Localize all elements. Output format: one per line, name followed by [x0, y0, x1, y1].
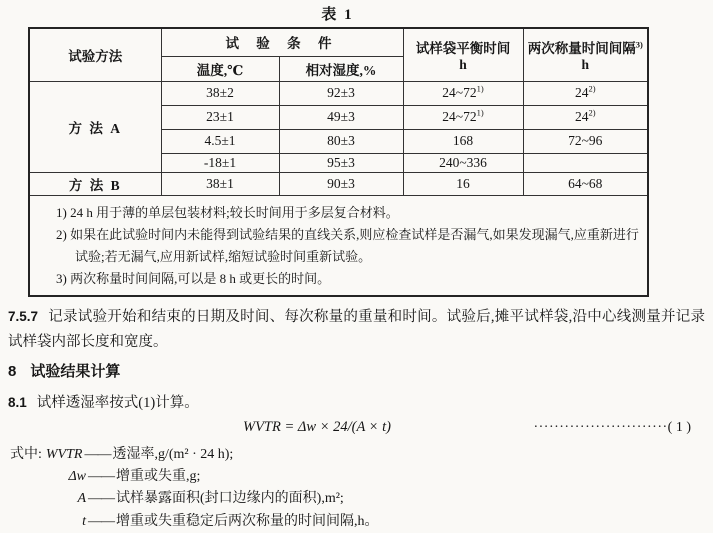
- table-footnotes: [29, 195, 648, 296]
- rh-cell: 49±3: [279, 105, 403, 129]
- symbol-wvtr: WVTR: [46, 444, 83, 466]
- header-row-1: [29, 28, 648, 56]
- wvtr-formula: WVTR = Δw × 24/(A × t): [243, 417, 391, 437]
- section-8-heading: [8, 362, 705, 382]
- definition-text: 试样暴露面积(封口边缘内的面积),m²;: [116, 488, 344, 511]
- equation-1: [243, 417, 691, 438]
- col-header-equilibrium-time: [403, 28, 523, 81]
- clause-number: 8.1: [8, 395, 27, 410]
- definition-dash: ——: [86, 511, 116, 533]
- method-a-cell: 方 法 A: [29, 81, 161, 172]
- temp-cell: 4.5±1: [161, 129, 279, 153]
- where-clause: [10, 444, 705, 466]
- col-header-equilibrium-line1: 试样袋平衡时间: [404, 37, 523, 57]
- clause-text: 记录试验开始和结束的日期及时间、每次称量的重量和时间。试验后,摊平试样袋,沿中心线测量并记录试样袋内部长度和宽度。: [8, 309, 705, 350]
- definition-t: [8, 511, 705, 533]
- equilibrium-cell: 168: [403, 129, 523, 153]
- col-header-equilibrium-unit: h: [404, 57, 523, 73]
- section-number: 8: [8, 363, 16, 380]
- col-header-interval-line1: 两次称量时间间隔$^{3)}$: [524, 37, 648, 57]
- interval-cell-empty: [523, 153, 648, 172]
- clause-8-1: [8, 393, 705, 413]
- col-header-conditions: 试 验 条 件: [161, 28, 403, 56]
- method-b-cell: 方 法 B: [29, 172, 161, 195]
- definition-dash: ——: [82, 444, 112, 466]
- clause-number: 7.5.7: [8, 309, 38, 324]
- col-header-temperature: 温度,℃: [161, 56, 279, 81]
- rh-cell: 90±3: [279, 172, 403, 195]
- table-row: [29, 81, 648, 105]
- temp-cell: 38±2: [161, 81, 279, 105]
- symbol-a: A: [8, 488, 86, 511]
- equilibrium-cell: 240~336: [403, 153, 523, 172]
- col-header-method: 试验方法: [29, 28, 161, 81]
- equilibrium-cell: 16: [403, 172, 523, 195]
- rh-cell: 95±3: [279, 153, 403, 172]
- footnote-3: 3) 两次称量时间间隔,可以是 8 h 或更长的时间。: [56, 268, 639, 290]
- dotted-leader: ··························: [533, 418, 667, 438]
- definition-a: [8, 488, 705, 511]
- symbol-t: t: [8, 511, 86, 533]
- interval-cell: 24$^{2)}$: [523, 81, 648, 105]
- test-conditions-table: [28, 27, 649, 297]
- clause-text: 试样透湿率按式(1)计算。: [37, 395, 199, 411]
- col-header-humidity: 相对湿度,%: [279, 56, 403, 81]
- table-caption: 表 1: [28, 3, 647, 24]
- interval-cell: 64~68: [523, 172, 648, 195]
- footnote-marker-1: 1): [477, 108, 484, 118]
- interval-cell: 72~96: [523, 129, 648, 153]
- temp-cell: 38±1: [161, 172, 279, 195]
- clause-7-5-7: [8, 304, 705, 355]
- footnote-marker-3: 3): [636, 39, 643, 49]
- equation-number: ( 1 ): [668, 418, 691, 438]
- footnote-1: 1) 24 h 用于薄的单层包装材料;较长时间用于多层复合材料。: [56, 202, 639, 224]
- definition-text: 增重或失重,g;: [116, 466, 200, 489]
- where-label: 式中:: [10, 444, 42, 466]
- rh-cell: 92±3: [279, 81, 403, 105]
- temp-cell: -18±1: [161, 153, 279, 172]
- definition-dw: [8, 466, 705, 489]
- col-header-interval-unit: h: [524, 57, 648, 73]
- interval-cell: 24$^{2)}$: [523, 105, 648, 129]
- equilibrium-cell: 24~72$^{1)}$: [403, 105, 523, 129]
- symbol-dw: Δw: [8, 466, 86, 489]
- col-header-weighing-interval: [523, 28, 648, 81]
- table-row: [29, 172, 648, 195]
- footnote-marker-2: 2): [588, 108, 595, 118]
- definition-dash: ——: [86, 466, 116, 489]
- equilibrium-cell: 24~72$^{1)}$: [403, 81, 523, 105]
- rh-cell: 80±3: [279, 129, 403, 153]
- footnote-marker-2: 2): [588, 84, 595, 94]
- footnote-marker-1: 1): [477, 84, 484, 94]
- footnote-2: 2) 如果在此试验时间内未能得到试验结果的直线关系,则应检查试样是否漏气,如果发现漏气,应重新进行试验;若无漏气,应用新试样,缩短试验时间重新试验。: [56, 224, 639, 268]
- definition-text: 透湿率,g/(m² · 24 h);: [112, 444, 233, 466]
- definition-text: 增重或失重稳定后两次称量的时间间隔,h。: [116, 511, 379, 533]
- definition-dash: ——: [86, 488, 116, 511]
- section-title: 试验结果计算: [30, 364, 120, 380]
- footnotes-row: [29, 195, 648, 296]
- temp-cell: 23±1: [161, 105, 279, 129]
